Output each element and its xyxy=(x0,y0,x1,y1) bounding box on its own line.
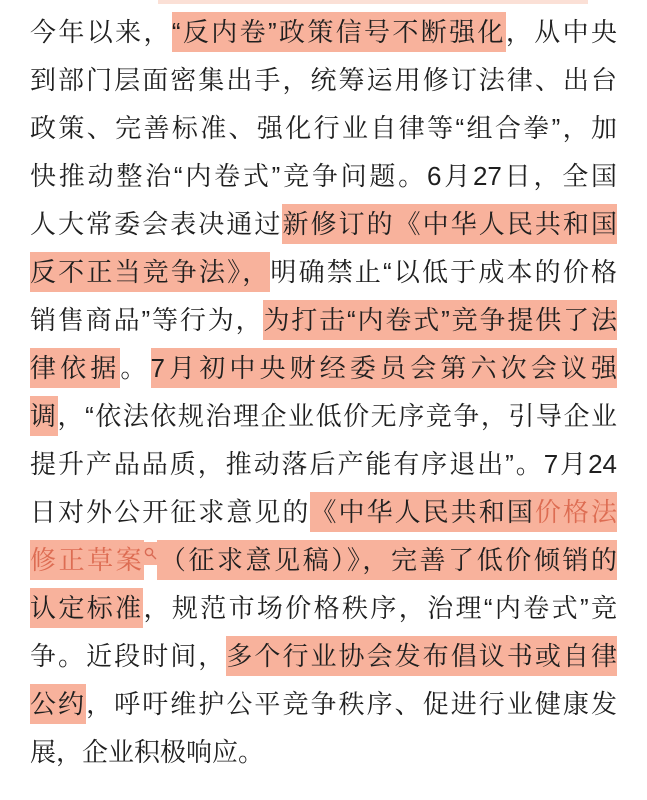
text-line xyxy=(30,680,617,728)
highlight-segment: 《中华人民共和国 xyxy=(310,492,534,532)
text-segment: 明确禁止“以低于成本的价格 xyxy=(270,257,617,287)
search-link-text[interactable]: 价格法 xyxy=(535,492,617,532)
text-segment: 日对外公开征求意见的 xyxy=(30,497,311,527)
text-line xyxy=(30,440,617,488)
text-segment: 争。近段时间， xyxy=(30,641,227,671)
text-segment: ，从中央 xyxy=(505,17,617,47)
text-line xyxy=(30,536,617,584)
text-segment: 展，企业积极响应。 xyxy=(30,737,265,767)
text-line xyxy=(30,728,617,776)
highlight-segment: 反不正当竞争法》， xyxy=(30,252,270,292)
search-icon[interactable] xyxy=(144,542,157,565)
highlight-segment: 7月初中央财经委员会第六次会议强 xyxy=(151,348,617,388)
article-body xyxy=(0,8,647,776)
text-line xyxy=(30,296,617,344)
text-line xyxy=(30,8,617,56)
text-segment: 政策、完善标准、强化行业自律等“组合拳”，加 xyxy=(30,113,617,143)
text-segment: ，“依法依规治理企业低价无序竞争，引导企业 xyxy=(57,401,617,431)
text-segment: 今年以来， xyxy=(30,17,172,47)
text-segment: ，呼吁维护公平竞争秩序、促进行业健康发 xyxy=(86,689,617,719)
cutoff-highlight-remnant xyxy=(158,0,588,4)
text-line xyxy=(30,344,617,392)
text-segment: 提升产品品质，推动落后产能有序退出”。7月24 xyxy=(30,449,617,479)
text-segment: 到部门层面密集出手，统筹运用修订法律、出台 xyxy=(30,65,617,95)
text-line xyxy=(30,248,617,296)
text-segment: 。 xyxy=(120,353,151,383)
text-line xyxy=(30,56,617,104)
highlight-segment: （征求意见稿）》，完善了低价倾销的 xyxy=(157,540,617,580)
highlight-segment: 为打击“内卷式”竞争提供了法 xyxy=(263,300,617,340)
text-line xyxy=(30,584,617,632)
text-line xyxy=(30,488,617,536)
text-segment: ，规范市场价格秩序，治理“内卷式”竞 xyxy=(143,593,617,623)
text-line xyxy=(30,152,617,200)
highlight-segment: “反内卷”政策信号不断强化 xyxy=(172,12,506,52)
text-segment: 快推动整治“内卷式”竞争问题。6月27日，全国 xyxy=(30,161,617,191)
highlight-segment: 新修订的《中华人民共和国 xyxy=(282,204,617,244)
highlight-segment: 调 xyxy=(30,396,58,436)
text-line xyxy=(30,200,617,248)
highlight-segment: 公约 xyxy=(30,684,86,724)
text-line xyxy=(30,632,617,680)
text-segment: 销售商品”等行为， xyxy=(30,305,264,335)
highlight-segment: 多个行业协会发布倡议书或自律 xyxy=(226,636,617,676)
highlight-segment: 律依据 xyxy=(30,348,120,388)
text-segment: 人大常委会表决通过 xyxy=(30,209,283,239)
text-line xyxy=(30,392,617,440)
highlight-segment: 认定标准 xyxy=(30,588,143,628)
text-line xyxy=(30,104,617,152)
search-link-text[interactable]: 修正草案 xyxy=(30,540,144,580)
